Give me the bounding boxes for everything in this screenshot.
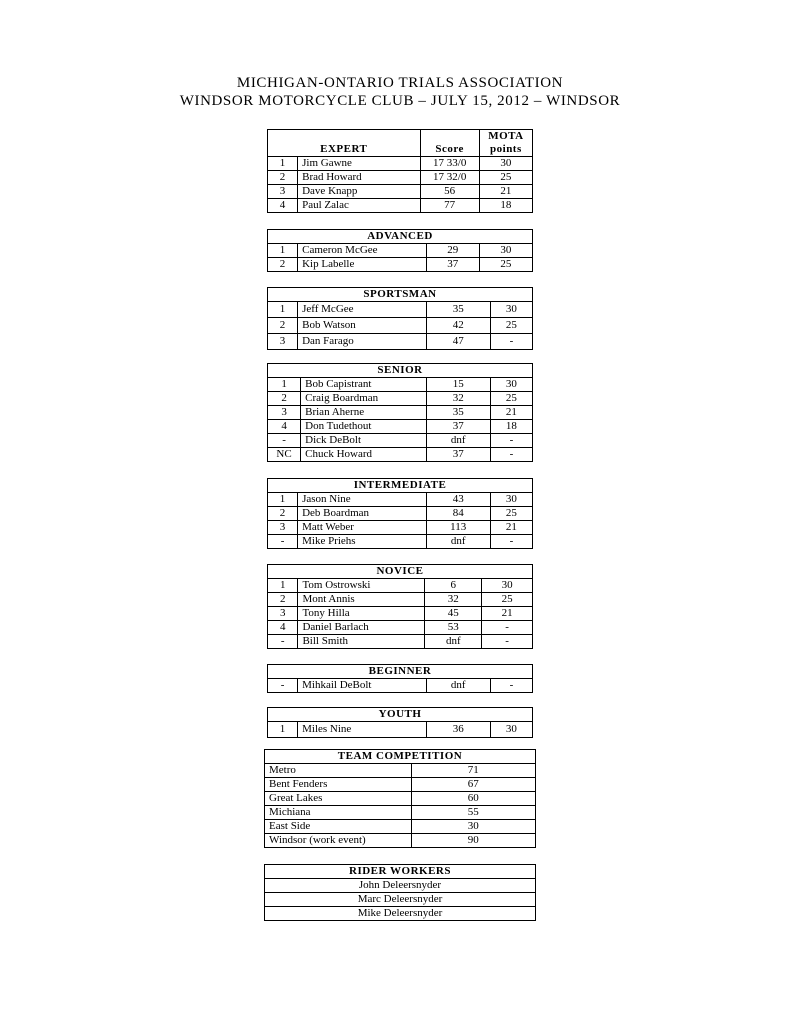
table-row: 2 Kip Labelle 37 25: [268, 258, 533, 272]
table-row: John Deleersnyder: [265, 879, 536, 893]
table-row: Marc Deleersnyder: [265, 893, 536, 907]
table-row: 1 Jason Nine 43 30: [268, 493, 533, 507]
intermediate-table: [267, 478, 533, 549]
table-row: 2 Craig Boardman 32 25: [268, 392, 533, 406]
table-row: Windsor (work event) 90: [265, 834, 536, 848]
novice-header: NOVICE: [268, 565, 533, 579]
table-row: 4 Don Tudethout 37 18: [268, 420, 533, 434]
advanced-table: [267, 229, 533, 272]
sportsman-table: [267, 287, 533, 350]
table-row: 1 Bob Capistrant 15 30: [268, 378, 533, 392]
senior-header: SENIOR: [268, 364, 533, 378]
novice-table: [267, 564, 533, 649]
table-row: 1 Jeff McGee 35 30: [268, 302, 533, 318]
table-row: 2 Deb Boardman 84 25: [268, 507, 533, 521]
table-row: - Bill Smith dnf -: [268, 635, 533, 649]
workers-table: [264, 864, 536, 921]
table-row: 2 Brad Howard 17 32/0 25: [268, 171, 533, 185]
table-row: 4 Paul Zalac 77 18: [268, 199, 533, 213]
table-row: 1 Cameron McGee 29 30: [268, 244, 533, 258]
score-header: Score: [420, 130, 479, 157]
workers-header: RIDER WORKERS: [265, 865, 536, 879]
page-subtitle: WINDSOR MOTORCYCLE CLUB – JULY 15, 2012 – WINDSOR: [179, 93, 621, 109]
expert-table: [267, 129, 533, 213]
table-row: NC Chuck Howard 37 -: [268, 448, 533, 462]
points-header: MOTA points: [479, 130, 532, 157]
team-table: [264, 749, 536, 848]
table-row: - Dick DeBolt dnf -: [268, 434, 533, 448]
table-row: 3 Matt Weber 113 21: [268, 521, 533, 535]
table-row: 2 Mont Annis 32 25: [268, 593, 533, 607]
advanced-header: ADVANCED: [268, 230, 533, 244]
beginner-table: [267, 664, 533, 693]
table-row: Mike Deleersnyder: [265, 907, 536, 921]
table-row: 3 Tony Hilla 45 21: [268, 607, 533, 621]
table-row: 1 Jim Gawne 17 33/0 30: [268, 157, 533, 171]
sportsman-header: SPORTSMAN: [268, 288, 533, 302]
table-row: 1 Miles Nine 36 30: [268, 722, 533, 738]
team-header: TEAM COMPETITION: [265, 750, 536, 764]
table-row: 2 Bob Watson 42 25: [268, 318, 533, 334]
table-row: - Mihkail DeBolt dnf -: [268, 679, 533, 693]
table-row: 1 Tom Ostrowski 6 30: [268, 579, 533, 593]
table-row: 4 Daniel Barlach 53 -: [268, 621, 533, 635]
page-title: MICHIGAN-ONTARIO TRIALS ASSOCIATION: [236, 75, 564, 91]
intermediate-header: INTERMEDIATE: [268, 479, 533, 493]
table-row: Great Lakes 60: [265, 792, 536, 806]
beginner-header: BEGINNER: [268, 665, 533, 679]
table-row: - Mike Priehs dnf -: [268, 535, 533, 549]
expert-header: EXPERT: [268, 130, 421, 157]
table-row: Michiana 55: [265, 806, 536, 820]
senior-table: [267, 363, 533, 462]
table-row: 3 Dan Farago 47 -: [268, 334, 533, 350]
table-row: Bent Fenders 67: [265, 778, 536, 792]
table-row: 3 Dave Knapp 56 21: [268, 185, 533, 199]
table-row: Metro 71: [265, 764, 536, 778]
table-row: East Side 30: [265, 820, 536, 834]
youth-header: YOUTH: [268, 708, 533, 722]
youth-table: [267, 707, 533, 738]
table-row: 3 Brian Aherne 35 21: [268, 406, 533, 420]
